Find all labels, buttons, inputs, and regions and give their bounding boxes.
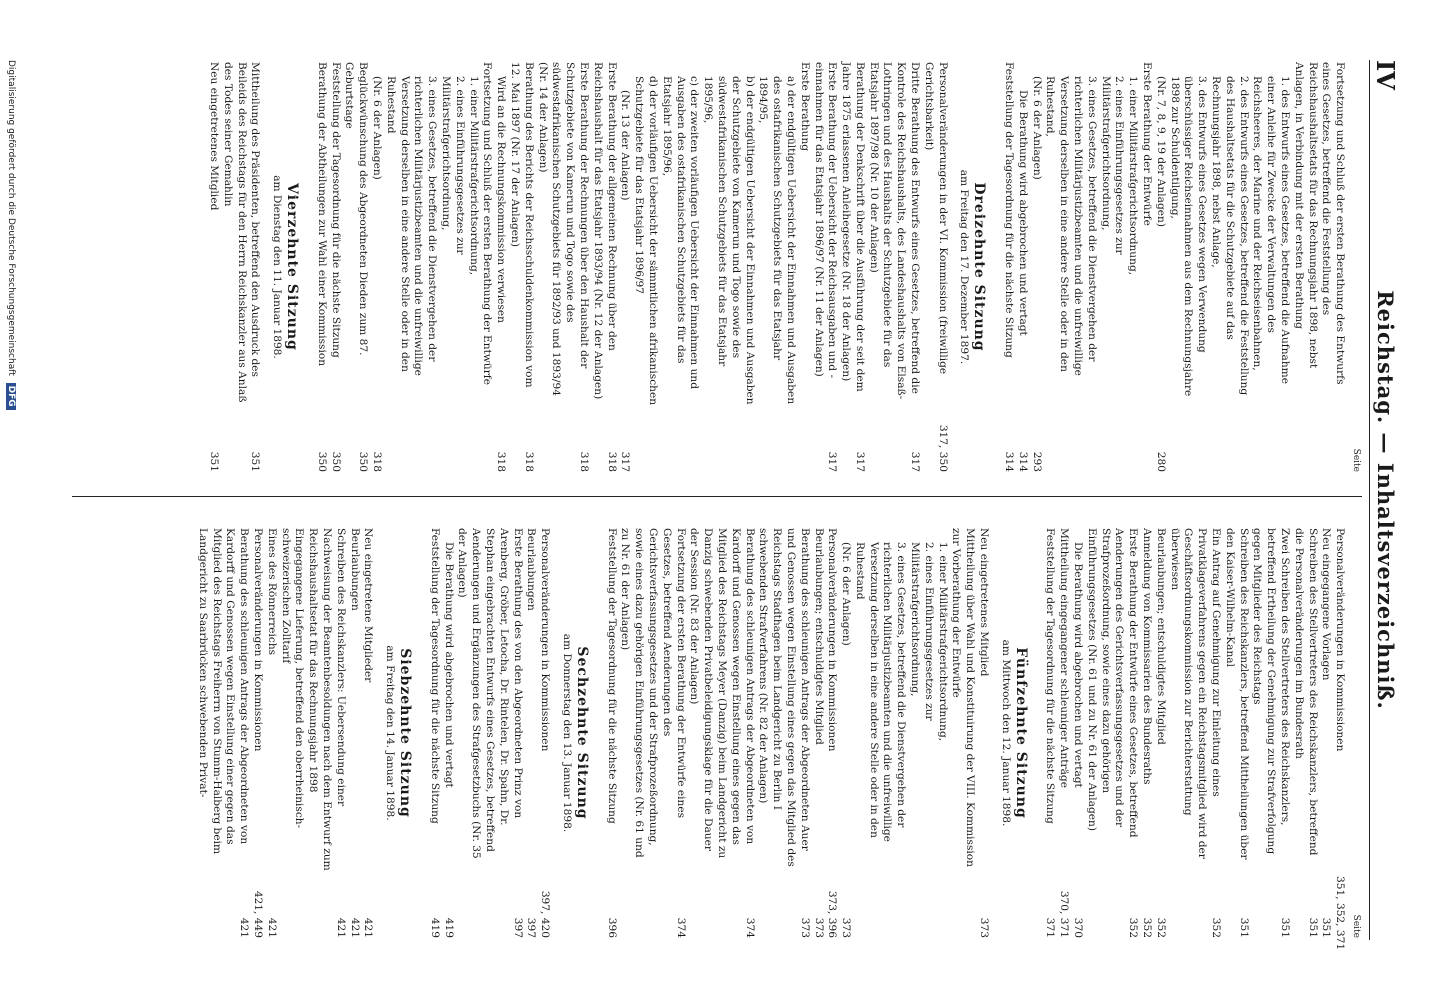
toc-entry <box>369 62 383 472</box>
page-reference: 374 <box>674 917 687 938</box>
page-reference: 352 <box>1154 917 1167 938</box>
entry-text: 1. einer Militärstrafgerichtsordnung, <box>1127 76 1140 276</box>
toc-entry <box>328 62 342 472</box>
page-reference: 396 <box>605 917 618 938</box>
entry-text: 1. des Entwurfs eines Gesetzes, betreffend die Aufnahme einer Anleihe für Zwecke der Verwaltungen des Reichsheeres, der Marine und der Reichseisenbahnen, <box>1251 76 1292 384</box>
session-date: am Freitag den 14. Januar 1898. <box>384 645 397 821</box>
entry-text: Berathung des schleunigen Antrags der Abgeordneten von Kardorff und Genossen wegen Einstellung einer gegen das Mitglied des Reichstags Freiherrn von Stumm-Halberg beim Landgericht zu Saarbrücken schwebenden Privat- <box>196 528 251 855</box>
page-reference: 350 <box>357 451 370 472</box>
entry-text: Personalveränderungen in der VI. Kommission (freiwillige Gerichtsbarkeit) <box>922 62 949 375</box>
toc-entry <box>659 62 700 472</box>
entry-text: Berathung der Denkschrift über die Ausführung der seit dem Jahre 1875 erlassenen Anleihegesetze (Nr. 18 der Anlagen) <box>840 62 866 392</box>
entry-text: Feststellung der Tagesordnung für die nächste Sitzung <box>605 528 618 824</box>
page-reference: 351, 352, 371 <box>1334 876 1347 951</box>
toc-entry <box>1070 528 1084 938</box>
toc-column-right <box>195 528 1362 951</box>
page-reference: 351 <box>208 451 221 472</box>
page-reference: 351 <box>1320 917 1333 938</box>
entry-text: 3. eines Gesetzes, betreffend die Dienstvergehen der richterlichen Militärjustizbeamten und die unfreiwillige Versetzung derselben in eine andere Stelle oder in den Ruhestand, <box>1044 76 1098 376</box>
page-reference: 318 <box>495 451 508 472</box>
toc-entry <box>631 62 659 472</box>
page-reference: 350 <box>329 451 342 472</box>
column-divider <box>72 496 1362 497</box>
entry-text: Mittheilung über Wahl und Konstituirung der VIII. Kommission zur Vorberathung der Entwürfe <box>950 528 977 867</box>
entry-text: Die Berathung wird abgebrochen und vertagt <box>442 542 455 788</box>
entry-text: 2. eines Einführungsgesetzes zur Militärstrafgerichtsordnung, <box>440 76 466 255</box>
session-heading: Fünfzehnte Sitzung <box>1012 647 1029 819</box>
toc-entry <box>935 528 949 938</box>
toc-entry <box>604 528 618 938</box>
page-reference: 419 <box>442 917 455 938</box>
page-reference: 317 <box>826 451 839 472</box>
page-reference: 371 <box>1044 917 1057 938</box>
page-reference: 314 <box>1016 451 1029 472</box>
entry-text: Erste Berathung der Uebersicht der Reichsausgaben und -einnahmen für das Etatsjahr 1896/97 (Nr. 11 der Anlagen) <box>812 62 839 379</box>
toc-entry <box>1250 528 1291 938</box>
entry-text: 2. eines Einführungsgesetzes zur Militärstrafgerichtsordnung, <box>1099 76 1126 255</box>
toc-entry <box>1043 62 1098 472</box>
toc-entry <box>438 62 466 472</box>
page-reference: 317, 350 <box>936 424 949 472</box>
page-reference: 351 <box>1279 917 1292 938</box>
toc-entry <box>1167 62 1208 472</box>
session-date: am Freitag den 17. Dezember 1897. <box>958 169 971 365</box>
toc-entry <box>493 62 507 472</box>
entry-text: Personalveränderungen in Kommissionen <box>539 528 552 752</box>
entry-text: 1. einer Militärstrafgerichtsordnung, <box>467 76 480 276</box>
page-header <box>1369 60 1404 940</box>
toc-entry <box>361 528 375 938</box>
toc-entry <box>838 62 866 472</box>
toc-entry <box>455 528 524 938</box>
toc-entry <box>220 62 261 472</box>
entry-text: Erste Berathung des von den Abgeordneten Prinz von Arenberg, Gröber, Letocha, Dr. Rintelen, Dr. Spahn, Dr. Stephan eingebrachten Entwurfs eines Gesetzes, betreffend Aenderungen und Ergänzungen des Strafgesetzbuchs (Nr. 35 der Anlagen) <box>456 528 524 859</box>
page-reference: 397, 420 <box>539 890 552 938</box>
page-reference: 421 <box>238 917 251 938</box>
entry-text: (Nr. 6 der Anlagen) <box>1030 76 1043 180</box>
entry-text: Neu eingegangene Vorlagen <box>1320 528 1333 681</box>
entry-text: Feststellung der Tagesordnung für die nächste Sitzung <box>428 528 441 824</box>
toc-entry <box>1153 528 1167 938</box>
page-reference: 317 <box>853 451 866 472</box>
toc-entry <box>383 62 438 472</box>
page-reference: 350 <box>315 451 328 472</box>
entry-text: Personalveränderungen in Kommissionen <box>252 528 265 752</box>
entry-text: 1. einer Militärstrafgerichtsordnung, <box>936 542 949 742</box>
seite-label: Seite <box>1351 448 1361 472</box>
toc-entry <box>838 528 852 938</box>
page-reference: 373, 396 <box>826 890 839 938</box>
entry-text: d) der vorläufigen Uebersicht der sämmtlichen afrikanischen Schutzgebiete für das Etatsjahr 1896/97 <box>633 76 659 406</box>
entry-text: Wird an die Rechnungskommission verwiesen <box>495 76 508 323</box>
toc-entry <box>866 62 921 472</box>
toc-entry <box>797 62 811 472</box>
page-reference: 421 <box>265 917 278 938</box>
toc-entry <box>1332 528 1347 951</box>
credit-text: Digitalisierung gefördert durch die Deutsche Forschungsgemeinschaft <box>6 60 16 376</box>
toc-entry <box>618 62 632 472</box>
entry-text: Eines des Rönnerreichs <box>265 528 278 656</box>
page-reference: 421 <box>348 917 361 938</box>
dfg-logo: DFG <box>6 383 16 410</box>
entry-text: 3. eines Gesetzes, betreffend die Dienstvergehen der richterlichen Militärjustizbeamten und die unfreiwillige Versetzung derselben in eine andere Stelle oder in den Ruhestand <box>853 542 908 842</box>
toc-entry <box>1250 62 1291 472</box>
entry-text: Fortsetzung und Schluß der ersten Berathung der Entwürfe <box>481 62 494 385</box>
page-reference: 421, 449 <box>252 890 265 938</box>
toc-entry <box>250 528 264 938</box>
page-reference: 421 <box>362 917 375 938</box>
page-reference: 397 <box>525 917 538 938</box>
page-reference: 352 <box>1141 917 1154 938</box>
entry-text: Neu eingetretene Mitglieder <box>362 528 375 683</box>
page-reference: 318 <box>577 451 590 472</box>
entry-text: Beurlaubungen; entschuldigtes Mitglied <box>1154 528 1167 745</box>
entry-text: Ein Antrag auf Genehmigung zur Einleitung eines Privatklageverfahrens gegen ein Reichstagsmitglied wird der Geschäftsordnungskommission zur Berichterstattung überwiesen <box>1168 528 1223 859</box>
toc-entry <box>195 528 250 938</box>
page-reference: 318 <box>522 451 535 472</box>
entry-text: 3. eines Gesetzes, betreffend die Dienstvergehen der richterlichen Militärjustizbeamten und die unfreiwillige Versetzung derselben in eine andere Stelle oder in den Ruhestand <box>384 76 439 376</box>
toc-entry <box>427 528 441 938</box>
entry-text: Berathung des Berichts der Reichsschuldenkommission vom 12. Mai 1897 (Nr. 17 der Anlagen) <box>508 62 535 388</box>
entry-text: (Nr. 13 der Anlagen) <box>619 90 632 201</box>
session-heading: Dreizehnte Sitzung <box>971 182 988 352</box>
page-reference: 317 <box>909 451 922 472</box>
toc-entry <box>1043 528 1057 938</box>
entry-text: Personalveränderungen in Kommissionen <box>826 528 839 752</box>
toc-entry <box>756 528 811 938</box>
page-reference: 318 <box>605 451 618 472</box>
page-reference: 352 <box>1210 917 1223 938</box>
page-reference: 421 <box>334 917 347 938</box>
entry-text: Feststellung der Tagesordnung für die nächste Sitzung <box>1044 528 1057 824</box>
entry-text: Fortsetzung der ersten Berathung der Entwürfe eines Gesetzes, betreffend Aenderungen des Gerichtsverfassungsgesetzes und der Strafprozeßordnung, sowie eines dazu gehörigen Einführungsgesetzes (Nr. 61 und zu Nr. 61 der Anlagen) <box>619 528 687 858</box>
toc-entry <box>1015 62 1029 472</box>
toc-entry <box>811 62 839 472</box>
page-reference: 373 <box>812 917 825 938</box>
toc-entry <box>1001 62 1015 472</box>
toc-entry <box>441 528 455 938</box>
entry-text: Schreiben des Reichskanzlers: Uebersendung einer Nachweisung der Beamtenbesoldungen nach dem Entwurf zum Reichshaushaltsetat für das Rechnungsjahr 1898 <box>307 528 347 871</box>
entry-text: Zwei Schreiben des Stellvertreters des Reichskanzlers, betreffend Ertheilung der Genehmigung zur Strafverfolgung gegen Mitglieder des Reichstags <box>1251 528 1292 855</box>
toc-column-left <box>206 62 1362 472</box>
toc-entry <box>314 62 328 472</box>
page-number: IV <box>1371 60 1400 90</box>
entry-text: Erste Berathung der allgemeinen Rechnung über den Reichshaushalt für das Etatsjahr 1893/94 (Nr. 12 der Anlagen) <box>591 62 618 400</box>
entry-text: Fortsetzung und Schluß der ersten Berathung des Entwurfs eines Gesetzes, betreffend die Feststellung des Reichshaushaltsetats für das Rechnungsjahr 1898, nebst Anlagen, in Verbindung mit der ersten Berathung <box>1292 62 1347 385</box>
toc-entry <box>700 62 755 472</box>
page-reference: 370, 371 <box>1058 890 1071 938</box>
session-heading: Sechzehnte Sitzung <box>573 646 590 820</box>
entry-text: Schreiben des Stellvertreters des Reichskanzlers, betreffend die Personalveränderungen im Bundesrath <box>1292 528 1319 856</box>
seite-label: Seite <box>1351 914 1361 938</box>
toc-entry <box>949 528 977 938</box>
entry-text: Die Berathung wird abgebrochen und vertagt <box>1072 542 1085 788</box>
page-reference: 352 <box>1127 917 1140 938</box>
toc-entry <box>507 62 535 472</box>
toc-entry <box>1319 528 1333 938</box>
entry-text: Die Berathung wird abgebrochen und vertagt <box>1016 90 1029 336</box>
toc-entry <box>1098 62 1126 472</box>
toc-entry <box>1125 62 1139 472</box>
entry-text: Mittheilung eingegangener schleuniger Anträge <box>1058 528 1071 788</box>
toc-entry <box>852 528 907 938</box>
toc-entry <box>1153 62 1167 472</box>
toc-entry <box>524 528 538 938</box>
entry-text: b) der endgültigen Uebersicht der Einnahmen und Ausgaben der Schutzgebiete von Kamerun und Togo sowie des südwestafrikanischen Schutzgebiets für das Etatsjahr 1895/96, <box>702 76 756 405</box>
page-reference: 293 <box>1030 451 1043 472</box>
toc-entry <box>1291 528 1319 938</box>
session-date: am Donnerstag den 13. Januar 1898. <box>560 633 573 833</box>
toc-entry <box>1056 528 1070 938</box>
page-reference: 314 <box>1003 451 1016 472</box>
entry-text: Erste Berathung der Rechnungen über den Haushalt der Schutzgebiete von Kamerun und Togo sowie des südwestafrikanischen Schutzgebiets für 1892/93 und 1893/94 (Nr. 14 der Anlagen) <box>536 62 590 396</box>
toc-entry <box>825 528 839 938</box>
entry-text: 2. des Entwurfs eines Gesetzes, betreffend die Feststellung des Haushaltsetats für die Schutzgebiete auf das Rechnungsjahr 1898, nebst Anlage, <box>1210 76 1250 396</box>
toc-entry <box>811 528 825 938</box>
entry-text: 2. eines Einführungsgesetzes zur Militärstrafgerichtsordnung, <box>909 542 935 721</box>
toc-entry <box>206 62 220 472</box>
toc-entry <box>537 528 551 938</box>
page-reference: 370 <box>1072 917 1085 938</box>
toc-entry <box>305 528 346 938</box>
toc-entry <box>535 62 590 472</box>
entry-text: (Nr. 6 der Anlagen) <box>371 76 384 180</box>
page-reference: 397 <box>511 917 524 938</box>
toc-entry <box>342 62 370 472</box>
entry-text: (Nr. 6 der Anlagen) <box>840 542 853 646</box>
entry-text: Neu eingetretenes Mitglied <box>978 528 991 677</box>
toc-entry <box>278 528 306 938</box>
entry-text: Berathung des schleunigen Antrags der Abgeordneten von Kardorff und Genossen wegen Einstellung eines gegen das Mitglied des Reichstags Meyer (Danzig) beim Landgericht zu Danzig schwebenden Privatbeleidigungsklage für die Dauer der Session (Nr. 83 der Anlagen) <box>688 528 756 859</box>
entry-text: (Nr. 7, 8, 9, 19 der Anlagen) <box>1154 76 1167 227</box>
page-reference: 351 <box>1237 917 1250 938</box>
toc-entry <box>1167 528 1222 938</box>
entry-text: Eingegangene Lieferung, betreffend den oberrheinisch-schweizerischen Zolltarif <box>279 528 306 829</box>
page-reference: 351 <box>1306 917 1319 938</box>
entry-text: a) der endgültigen Uebersicht der Einnahmen und Ausgaben des ostafrikanischen Schutzgebiets für das Etatsjahr 1894/95, <box>757 76 797 405</box>
session-date: am Dienstag den 11. Januar 1898. <box>271 175 284 359</box>
entry-text: Personalveränderungen in Kommissionen <box>1334 528 1347 752</box>
session-heading: Siebzehnte Sitzung <box>397 648 413 818</box>
toc-entry <box>1029 62 1043 472</box>
entry-text: Erste Berathung der Entwürfe eines Gesetzes, betreffend Aenderungen des Gerichtsverfassungsgesetzes und der Strafprozeßordnung, sowie eines dazu gehörigen Einführungsgesetzes (Nr. 61 und zu Nr. 61 der Anlagen) <box>1085 528 1140 838</box>
toc-entry <box>976 528 990 938</box>
session-date: am Mittwoch den 12. Januar 1898. <box>999 639 1012 827</box>
page-reference: 280 <box>1154 451 1167 472</box>
toc-entry <box>1084 528 1139 938</box>
entry-text: Feststellung der Tagesordnung für die nächste Sitzung <box>1003 62 1016 358</box>
toc-entry <box>264 528 278 938</box>
toc-entry <box>618 528 687 938</box>
entry-text: Schreiben des Reichskanzlers, betreffend Mittheilungen über den Kaiser-Wilhelm-Kanal <box>1223 528 1250 860</box>
page-reference: 318 <box>371 451 384 472</box>
page-reference: 317 <box>619 451 632 472</box>
entry-text: Beglückwünschung des Abgeordneten Dieden zum 87. Geburtstage <box>343 62 370 356</box>
toc-entry <box>590 62 618 472</box>
toc-entry <box>1291 62 1346 472</box>
session-heading: Vierzehnte Sitzung <box>284 183 301 351</box>
entry-text: Beurlaubungen <box>348 528 361 611</box>
toc-entry <box>1208 62 1249 472</box>
toc-entry <box>921 62 949 472</box>
toc-entry <box>1222 528 1250 938</box>
entry-text: c) der zweiten vorläufigen Uebersicht der Einnahmen und Ausgaben des ostafrikanischen Schutzgebiets für das Etatsjahr 1895/96, <box>660 76 701 390</box>
entry-text: Mittheilung des Präsidenten, betreffend den Ausdruck des Beileids des Reichstags für den Herrn Reichskanzler aus Anlaß des Todes seiner Gemahlin <box>221 62 262 403</box>
page-reference: 374 <box>743 917 756 938</box>
page-reference: 419 <box>428 917 441 938</box>
page-reference: 351 <box>249 451 262 472</box>
entry-text: Berathung des schleunigen Antrags der Abgeordneten Auer und Genossen wegen Einstellung eines gegen das Mitglied des Reichstags Stadthagen beim Landgericht zu Berlin I schwebenden Strafverfahrens (Nr. 82 der Anlagen) <box>757 528 811 867</box>
entry-text: Beurlaubungen <box>525 528 538 611</box>
toc-entry <box>687 528 756 938</box>
toc-entry <box>1139 62 1153 472</box>
page-reference: 373 <box>798 917 811 938</box>
toc-entry <box>480 62 494 472</box>
page-reference: 373 <box>840 917 853 938</box>
toc-entry <box>347 528 361 938</box>
toc-entry <box>1139 528 1153 938</box>
toc-entry <box>466 62 480 472</box>
entry-text: Anmeldung von Kommissarien des Bundesraths <box>1141 528 1154 785</box>
entry-text: Feststellung der Tagesordnung für die nächste Sitzung <box>329 62 342 358</box>
toc-entry <box>756 62 797 472</box>
digitization-credit <box>6 60 16 940</box>
entry-text: Beurlaubungen; entschuldigtes Mitglied <box>812 528 825 745</box>
toc-list <box>206 62 1346 472</box>
page-title: Reichstag. — Inhaltsverzeichniß. <box>1373 290 1398 710</box>
entry-text: Erste Berathung <box>798 62 811 152</box>
entry-text: Berathung der Abtheilungen zur Wahl einer Kommission <box>315 62 328 367</box>
toc-entry <box>907 528 935 938</box>
entry-text: Dritte Berathung des Entwurfs eines Gesetzes, betreffend die Kontrole des Reichshaushalts, des Landeshaushalts von Elsaß-Lothringen und des Haushalts der Schutzgebiete für das Etatsjahr 1897/98 (Nr. 10 der Anlagen) <box>867 62 922 400</box>
entry-text: 3. des Entwurfs eines Gesetzes wegen Verwendung überschüssiger Reichseinnahmen aus dem Rechnungsjahre 1898 zur Schuldentilgung, <box>1168 76 1209 397</box>
toc-list <box>195 528 1347 951</box>
entry-text: Neu eingetretenes Mitglied <box>208 62 221 211</box>
entry-text: Erste Berathung der Entwürfe <box>1141 62 1154 226</box>
page-reference: 373 <box>978 917 991 938</box>
